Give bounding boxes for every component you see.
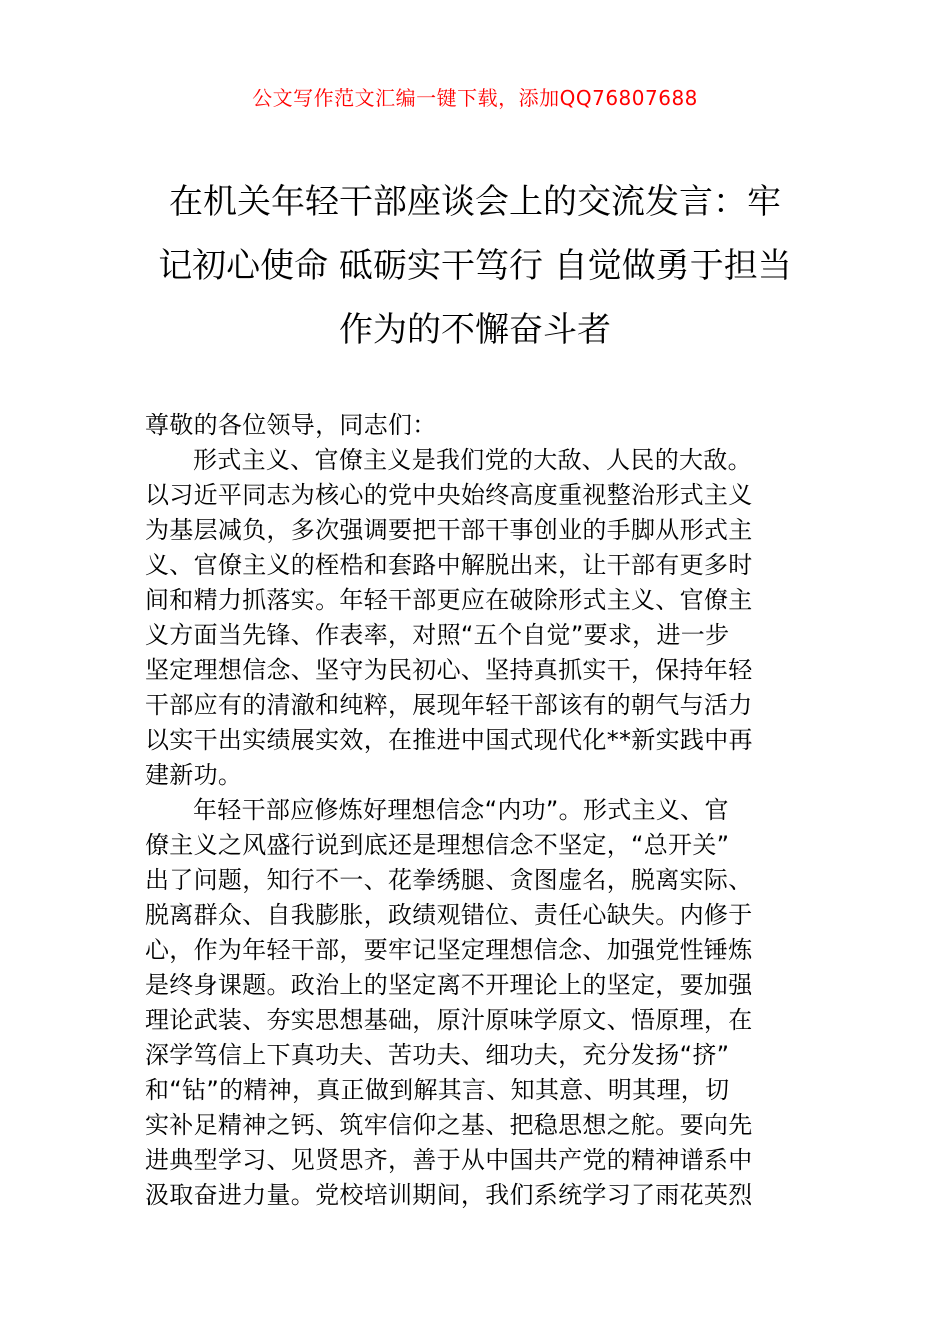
title-line: 记初心使命 砥砺实干笃行 自觉做勇于担当 [158,246,792,286]
document-title [100,170,850,362]
paragraph-line: 深学笃信上下真功夫、苦功夫、细功夫，充分发扬“挤” [145,1041,730,1069]
paragraph-line: 实补足精神之钙、筑牢信仰之基、把稳思想之舵。要向先 [145,1111,753,1139]
paragraph-2 [145,793,815,1213]
paragraph-line: 进典型学习、见贤思齐，善于从中国共产党的精神谱系中 [145,1146,753,1174]
paragraph-line: 形式主义、官僚主义是我们党的大敌、人民的大敌。 [193,446,752,474]
paragraph-line: 为基层减负，多次强调要把干部干事创业的手脚从形式主 [145,516,753,544]
title-line: 在机关年轻干部座谈会上的交流发言：牢 [169,182,781,222]
paragraph-line: 坚定理想信念、坚守为民初心、坚持真抓实干，保持年轻 [145,656,753,684]
paragraph-line: 义、官僚主义的桎梏和套路中解脱出来，让干部有更多时 [145,551,753,579]
paragraph-line: 和“钻”的精神，真正做到解其言、知其意、明其理，切 [145,1076,730,1104]
paragraph-line: 是终身课题。政治上的坚定离不开理论上的坚定，要加强 [145,971,753,999]
document-body [145,408,815,1213]
paragraph-line: 以习近平同志为核心的党中央始终高度重视整治形式主义 [145,481,753,509]
paragraph-line: 年轻干部应修炼好理想信念“内功”。形式主义、官 [193,796,729,824]
paragraph-line: 义方面当先锋、作表率，对照“五个自觉”要求，进一步 [145,621,730,649]
paragraph-line: 僚主义之风盛行说到底还是理想信念不坚定，“总开关” [145,831,730,859]
download-banner: 公文写作范文汇编一键下载，添加QQ76807688 [252,86,698,110]
paragraph-1 [145,443,815,793]
salutation: 尊敬的各位领导，同志们： [145,411,437,439]
paragraph-line: 出了问题，知行不一、花拳绣腿、贪图虚名，脱离实际、 [145,866,753,894]
paragraph-line: 脱离群众、自我膨胀，政绩观错位、责任心缺失。内修于 [145,901,753,929]
title-line: 作为的不懈奋斗者 [339,310,611,350]
paragraph-line: 建新功。 [145,761,243,789]
paragraph-line: 干部应有的清澈和纯粹，展现年轻干部该有的朝气与活力 [145,691,753,719]
paragraph-line: 间和精力抓落实。年轻干部更应在破除形式主义、官僚主 [145,586,753,614]
paragraph-line: 理论武装、夯实思想基础，原汁原味学原文、悟原理，在 [145,1006,753,1034]
paragraph-line: 以实干出实绩展实效，在推进中国式现代化**新实践中再 [145,726,753,754]
paragraph-line: 汲取奋进力量。党校培训期间，我们系统学习了雨花英烈 [145,1181,753,1209]
paragraph-line: 心，作为年轻干部，要牢记坚定理想信念、加强党性锤炼 [145,936,753,964]
